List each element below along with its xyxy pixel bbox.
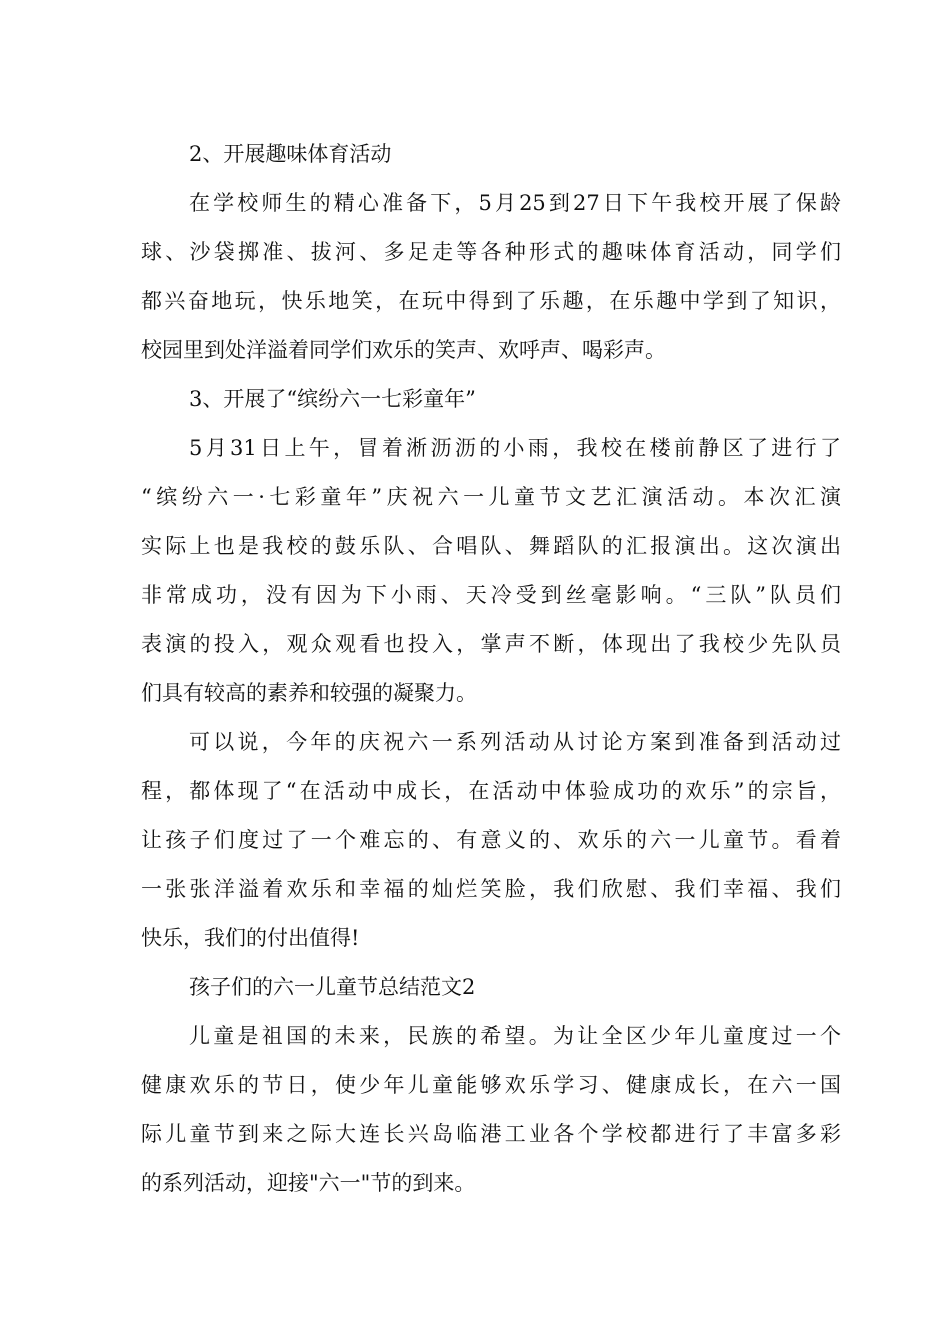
- text-line: 儿童是祖国的未来，民族的希望。为让全区少年儿童度过一个: [189, 1024, 841, 1048]
- text-line: 校园里到处洋溢着同学们欢乐的笑声、欢呼声、喝彩声。: [141, 338, 666, 362]
- text-line: 都兴奋地玩，快乐地笑，在玩中得到了乐趣，在乐趣中学到了知识，: [141, 289, 841, 313]
- text-line: 快乐，我们的付出值得!: [141, 926, 360, 950]
- paragraph-performance: [141, 424, 841, 718]
- text-line: 非常成功，没有因为下小雨、天冷受到丝毫影响。“三队”队员们: [141, 583, 841, 607]
- article-title-2: 孩子们的六一儿童节总结范文2: [189, 975, 476, 999]
- text-line: 的系列活动，迎接"六一"节的到来。: [141, 1171, 476, 1195]
- paragraph-summary: [141, 718, 841, 963]
- text-line: 表演的投入，观众观看也投入，掌声不断，体现出了我校少先队员: [141, 632, 841, 656]
- section-heading-sports: 2、开展趣味体育活动: [189, 142, 392, 166]
- paragraph-sports: [141, 179, 841, 375]
- paragraph-intro-2: [141, 1012, 841, 1208]
- text-line: 让孩子们度过了一个难忘的、有意义的、欢乐的六一儿童节。看着: [141, 828, 841, 852]
- text-line: 可以说，今年的庆祝六一系列活动从讨论方案到准备到活动过: [189, 730, 841, 754]
- text-line: 们具有较高的素养和较强的凝聚力。: [141, 681, 477, 705]
- text-line: 在学校师生的精心准备下，5月25到27日下午我校开展了保龄: [189, 191, 841, 215]
- text-line: 际儿童节到来之际大连长兴岛临港工业各个学校都进行了丰富多彩: [141, 1122, 841, 1146]
- text-line: 一张张洋溢着欢乐和幸福的灿烂笑脸，我们欣慰、我们幸福、我们: [141, 877, 841, 901]
- text-line: 5月31日上午，冒着淅沥沥的小雨，我校在楼前静区了进行了: [189, 436, 841, 460]
- text-line: 球、沙袋掷准、拔河、多足走等各种形式的趣味体育活动，同学们: [141, 240, 841, 264]
- document-body: [141, 130, 841, 1208]
- text-line: “缤纷六一·七彩童年”庆祝六一儿童节文艺汇演活动。本次汇演: [141, 485, 841, 509]
- text-line: 实际上也是我校的鼓乐队、合唱队、舞蹈队的汇报演出。这次演出: [141, 534, 841, 558]
- text-line: 程，都体现了“在活动中成长，在活动中体验成功的欢乐”的宗旨，: [141, 779, 841, 803]
- section-heading-performance: 3、开展了“缤纷六一七彩童年”: [189, 387, 476, 411]
- text-line: 健康欢乐的节日，使少年儿童能够欢乐学习、健康成长，在六一国: [141, 1073, 841, 1097]
